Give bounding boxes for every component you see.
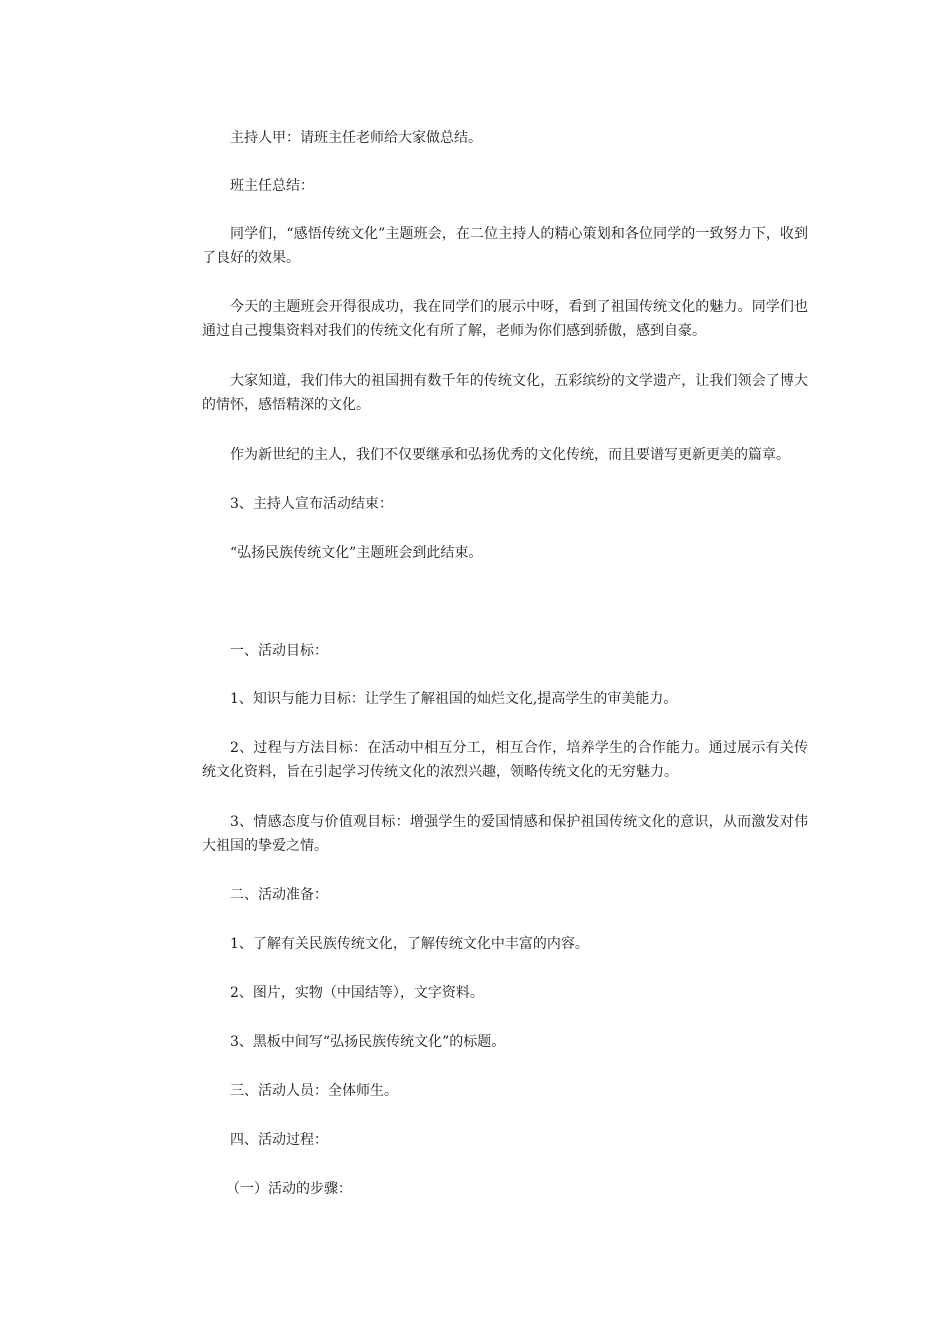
paragraph-meeting-success: 今天的主题班会开得很成功，我在同学们的展示中呀，看到了祖国传统文化的魅力。同学们也通过自己搜集资料对我们的传统文化有所了解，老师为你们感到骄傲，感到自豪。 [202, 299, 808, 339]
paragraph-meeting-ends: “弘扬民族传统文化”主题班会到此结束。 [230, 545, 483, 561]
paragraph-prep-blackboard: 3、黑板中间写“弘扬民族传统文化”的标题。 [230, 1034, 506, 1050]
heading-activity-goals: 一、活动目标： [230, 643, 328, 659]
paragraph-goal-process: 2、过程与方法目标：在活动中相互分工，相互合作，培养学生的合作能力。通过展示有关传统文化资料，旨在引起学习传统文化的浓烈兴趣，领略传统文化的无穷魅力。 [202, 740, 808, 780]
paragraph-teacher-summary-heading: 班主任总结： [230, 178, 314, 194]
heading-activity-process: 四、活动过程： [230, 1132, 328, 1148]
heading-activity-participants: 三、活动人员：全体师生。 [230, 1083, 398, 1099]
paragraph-host-announce-end: 3、主持人宣布活动结束： [230, 496, 393, 512]
paragraph-host-request-summary: 主持人甲：请班主任老师给大家做总结。 [230, 130, 482, 146]
paragraph-goal-emotion: 3、情感态度与价值观目标：增强学生的爱国情感和保护祖国传统文化的意识，从而激发对伟大祖国的挚爱之情。 [202, 814, 808, 854]
heading-activity-steps: （一）活动的步骤： [226, 1181, 352, 1197]
paragraph-great-motherland: 大家知道，我们伟大的祖国拥有数千年的传统文化，五彩缤纷的文学遗产，让我们领会了博大的情怀，感悟精深的文化。 [202, 373, 808, 413]
paragraph-new-century: 作为新世纪的主人，我们不仅要继承和弘扬优秀的文化传统，而且要谱写更新更美的篇章。 [230, 447, 790, 463]
paragraph-students-address: 同学们，“感悟传统文化”主题班会，在二位主持人的精心策划和各位同学的一致努力下，收到了良好的效果。 [202, 226, 808, 266]
heading-activity-preparation: 二、活动准备： [230, 887, 328, 903]
paragraph-prep-materials: 2、图片，实物（中国结等），文字资料。 [230, 985, 484, 1001]
paragraph-goal-knowledge: 1、知识与能力目标：让学生了解祖国的灿烂文化,提高学生的审美能力。 [230, 691, 678, 707]
paragraph-prep-understand: 1、了解有关民族传统文化，了解传统文化中丰富的内容。 [230, 936, 589, 952]
